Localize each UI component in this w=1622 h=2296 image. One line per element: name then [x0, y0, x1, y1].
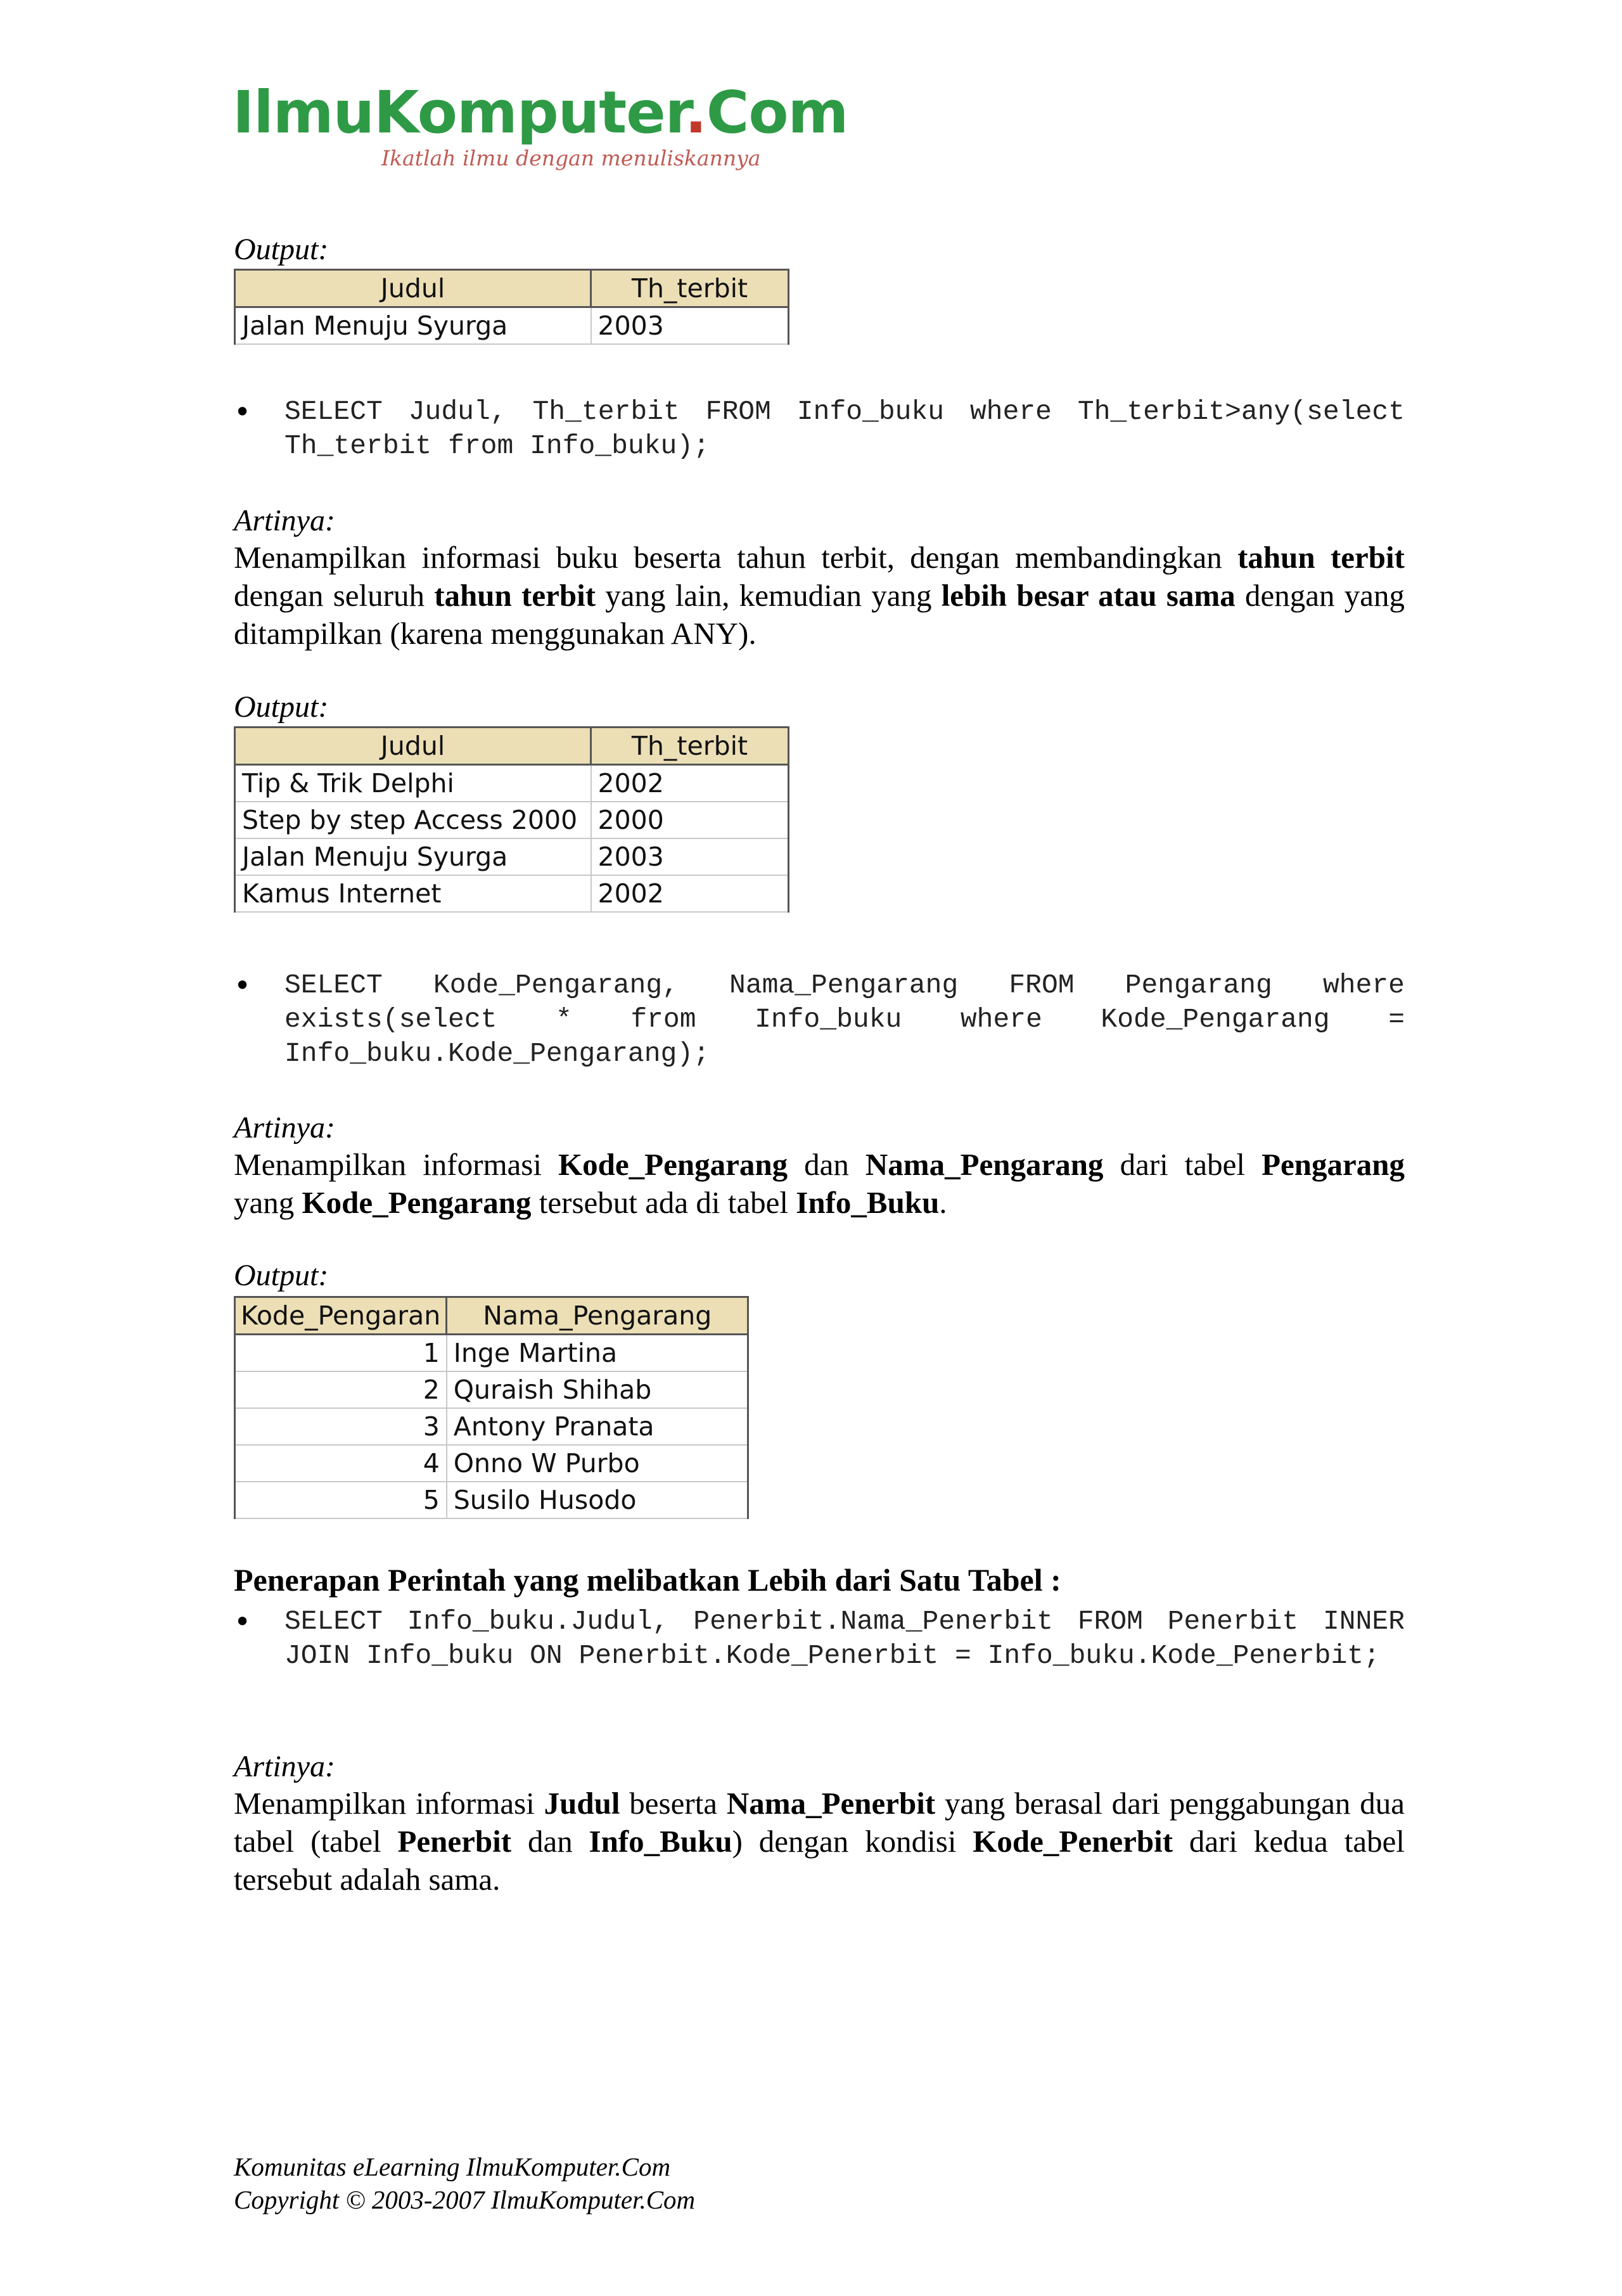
logo-dot: . — [684, 79, 706, 146]
table-row — [235, 1371, 748, 1408]
table-cell: Antony Pranata — [447, 1408, 748, 1445]
table-row — [235, 875, 789, 912]
table-row — [235, 1482, 748, 1518]
bold-text: Nama_Pengarang — [865, 1147, 1104, 1182]
column-header: Judul — [235, 270, 591, 307]
table-header-row — [235, 270, 789, 307]
logo-tagline: Ikatlah ilmu dengan menuliskannya — [381, 146, 761, 170]
table-cell: Kamus Internet — [235, 875, 591, 912]
code-bullet-1 — [234, 395, 1405, 463]
table-cell: 1 — [235, 1335, 447, 1372]
code-bullet-2 — [234, 968, 1405, 1071]
bold-text: Nama_Penerbit — [726, 1786, 936, 1821]
logo-wordmark — [233, 79, 848, 146]
output-label-2: Output: — [234, 690, 329, 724]
bold-text: Info_Buku — [589, 1824, 732, 1859]
text: ) dengan kondisi — [732, 1824, 973, 1859]
table-row — [235, 802, 789, 838]
table-cell: Quraish Shihab — [447, 1371, 748, 1408]
bold-text: Kode_Pengarang — [558, 1147, 788, 1182]
text: dari kedua tabel tersebut adalah sama. — [234, 1824, 1405, 1897]
column-header: Nama_Pengarang — [447, 1297, 748, 1335]
table-cell: 2002 — [591, 765, 789, 802]
bold-text: Penerbit — [397, 1824, 512, 1859]
text: Menampilkan informasi — [234, 1147, 559, 1182]
output-label-3: Output: — [234, 1259, 329, 1292]
artinya-label-1: Artinya: — [234, 504, 335, 537]
output-label-1: Output: — [234, 233, 329, 266]
table-cell: 4 — [235, 1445, 447, 1482]
table-row — [235, 307, 789, 345]
table-cell: Susilo Husodo — [447, 1482, 748, 1518]
text: dari tabel — [1103, 1147, 1262, 1182]
text: dengan seluruh — [234, 578, 435, 613]
output-table-3 — [234, 1296, 749, 1519]
artinya-paragraph-2 — [234, 1146, 1405, 1222]
logo-main-text: IlmuKomputer — [233, 79, 685, 146]
column-header: Judul — [235, 728, 591, 765]
bold-text: Kode_Penerbit — [973, 1824, 1173, 1859]
sql-code: SELECT Judul, Th_terbit FROM Info_buku where Th_terbit>any(select Th_terbit from Info_buku); — [284, 396, 1405, 461]
output-table-2 — [234, 726, 789, 913]
bold-text: Kode_Pengarang — [302, 1185, 532, 1220]
table-header-row — [235, 728, 789, 765]
text: yang lain, kemudian yang — [596, 578, 942, 613]
column-header: Th_terbit — [591, 728, 789, 765]
table-header-row — [235, 1297, 748, 1335]
artinya-label-2: Artinya: — [234, 1111, 335, 1145]
text: dan — [788, 1147, 865, 1182]
table-cell: 2003 — [591, 307, 789, 345]
bullet-icon: • — [234, 1605, 252, 1639]
sql-code: SELECT Kode_Pengarang, Nama_Pengarang FROM Pengarang where exists(select * from Info_buku where Kode_Pengarang = Info_buku.Kode_Pengarang); — [284, 970, 1405, 1069]
bullet-icon: • — [234, 968, 252, 1003]
text: tersebut ada di tabel — [531, 1185, 796, 1220]
bullet-icon: • — [234, 395, 252, 429]
page-footer — [234, 2150, 695, 2216]
artinya-label-3: Artinya: — [234, 1750, 335, 1783]
table-cell: Step by step Access 2000 — [235, 802, 591, 838]
table-cell: 3 — [235, 1408, 447, 1445]
bold-text: Pengarang — [1261, 1147, 1405, 1182]
table-cell: 5 — [235, 1482, 447, 1518]
column-header: Kode_Pengaran — [235, 1297, 447, 1335]
table-row — [235, 1445, 748, 1482]
table-cell: Inge Martina — [447, 1335, 748, 1372]
table-row — [235, 765, 789, 802]
table-cell: Onno W Purbo — [447, 1445, 748, 1482]
table-cell: Jalan Menuju Syurga — [235, 838, 591, 875]
text: Menampilkan informasi buku beserta tahun terbit, dengan membandingkan — [234, 540, 1238, 575]
bold-text: tahun terbit — [1237, 540, 1405, 575]
artinya-paragraph-3 — [234, 1785, 1405, 1899]
bold-text: Info_Buku — [796, 1185, 940, 1220]
table-cell: 2003 — [591, 838, 789, 875]
text: beserta — [620, 1786, 727, 1821]
table-cell: 2000 — [591, 802, 789, 838]
code-bullet-3 — [234, 1605, 1405, 1673]
output-table-1 — [234, 269, 789, 345]
artinya-paragraph-1 — [234, 539, 1405, 653]
footer-line-2: Copyright © 2003-2007 IlmuKomputer.Com — [234, 2185, 696, 2214]
table-cell: 2 — [235, 1371, 447, 1408]
text: . — [939, 1185, 947, 1220]
text: dan — [511, 1824, 589, 1859]
text: Menampilkan informasi — [234, 1786, 544, 1821]
bold-text: Judul — [544, 1786, 620, 1821]
sql-code: SELECT Info_buku.Judul, Penerbit.Nama_Penerbit FROM Penerbit INNER JOIN Info_buku ON Penerbit.Kode_Penerbit = Info_buku.Kode_Penerbit; — [284, 1606, 1405, 1671]
column-header: Th_terbit — [591, 270, 789, 307]
bold-text: tahun terbit — [434, 578, 596, 613]
table-row — [235, 838, 789, 875]
footer-line-1: Komunitas eLearning IlmuKomputer.Com — [234, 2152, 671, 2181]
logo-suffix: Com — [706, 79, 848, 146]
table-cell: Tip & Trik Delphi — [235, 765, 591, 802]
table-row — [235, 1335, 748, 1372]
section-heading: Penerapan Perintah yang melibatkan Lebih dari Satu Tabel : — [234, 1562, 1061, 1598]
text: yang — [234, 1185, 302, 1220]
site-logo — [233, 79, 848, 185]
table-cell: Jalan Menuju Syurga — [235, 307, 591, 345]
table-row — [235, 1408, 748, 1445]
table-cell: 2002 — [591, 875, 789, 912]
bold-text: lebih besar atau sama — [941, 578, 1236, 613]
text: yang berasal dari penggabungan dua tabel (tabel — [234, 1786, 1405, 1859]
text: dengan yang ditampilkan (karena menggunakan ANY). — [234, 578, 1405, 651]
